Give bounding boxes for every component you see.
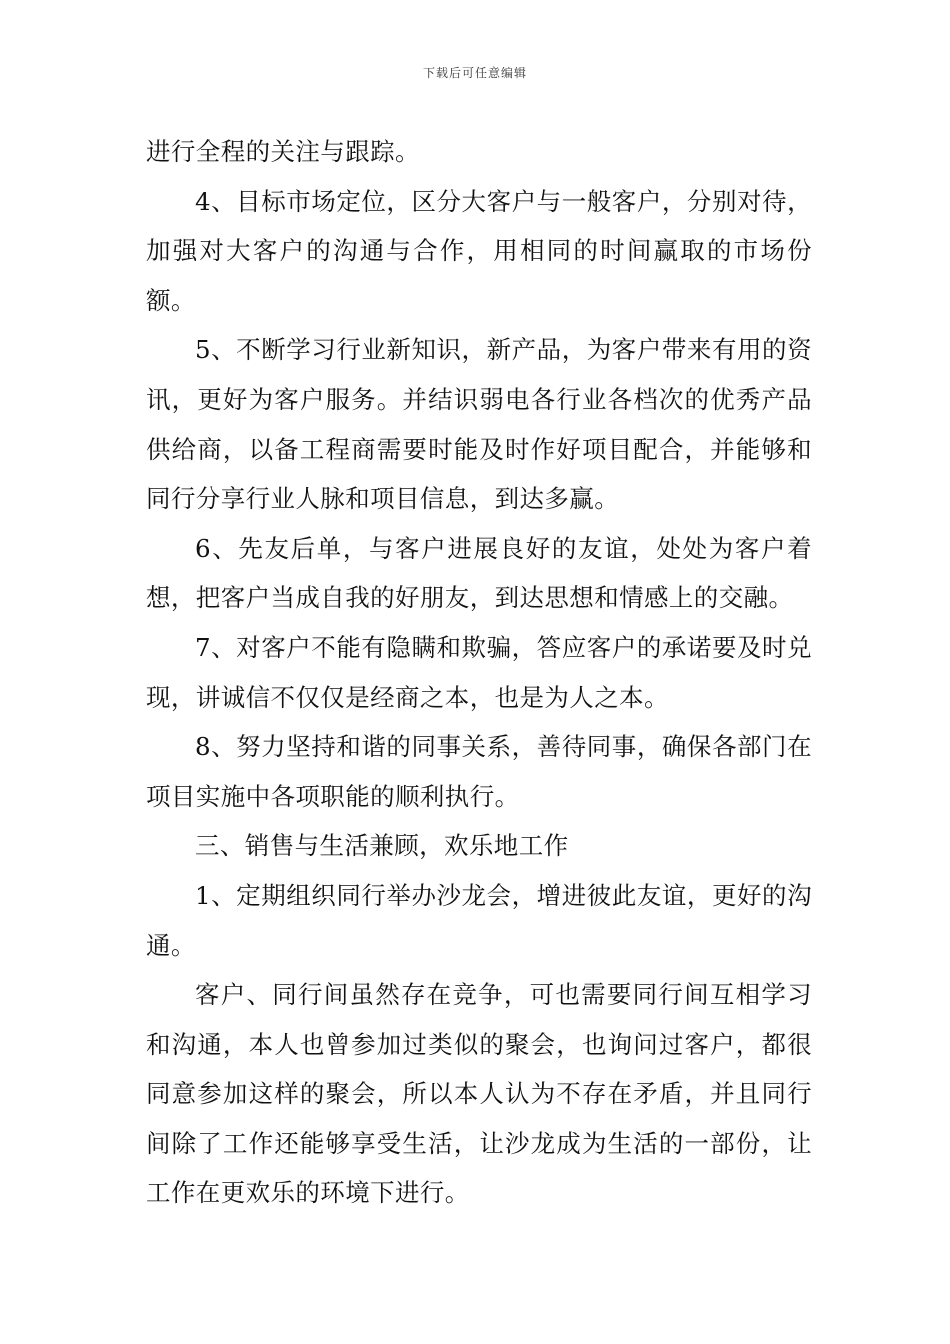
paragraph-item-7: 7、对客户不能有隐瞒和欺骗，答应客户的承诺要及时兑现，讲诚信不仅仅是经商之本，也是为人之本。 [146,632,812,712]
page-header: 下载后可任意编辑 [422,66,527,80]
paragraph-item-5: 5、不断学习行业新知识，新产品，为客户带来有用的资讯，更好为客户服务。并结识弱电各行业各档次的优秀产品供给商，以备工程商需要时能及时作好项目配合，并能够和同行分享行业人脉和项目信息，到达多赢。 [146,335,812,514]
paragraph-body: 客户、同行间虽然存在竞争，可也需要同行间互相学习和沟通，本人也曾参加过类似的聚会，也询问过客户，都很同意参加这样的聚会，所以本人认为不存在矛盾，并且同行间除了工作还能够享受生活，让沙龙成为生活的一部份，让工作在更欢乐的环境下进行。 [146,980,812,1208]
paragraph-continuation: 进行全程的关注与跟踪。 [146,137,420,166]
paragraph-item-6: 6、先友后单，与客户进展良好的友谊，处处为客户着想，把客户当成自我的好朋友，到达思想和情感上的交融。 [146,533,812,613]
document-body [146,127,812,1218]
paragraph-section3-item-1: 1、定期组织同行举办沙龙会，增进彼此友谊，更好的沟通。 [146,880,812,960]
paragraph-item-8: 8、努力坚持和谐的同事关系，善待同事，确保各部门在项目实施中各项职能的顺利执行。 [146,732,812,811]
section-heading-3: 三、销售与生活兼顾，欢乐地工作 [195,831,569,861]
paragraph-item-4: 4、目标市场定位，区分大客户与一般客户，分别对待，加强对大客户的沟通与合作，用相同的时间赢取的市场份额。 [146,186,812,315]
